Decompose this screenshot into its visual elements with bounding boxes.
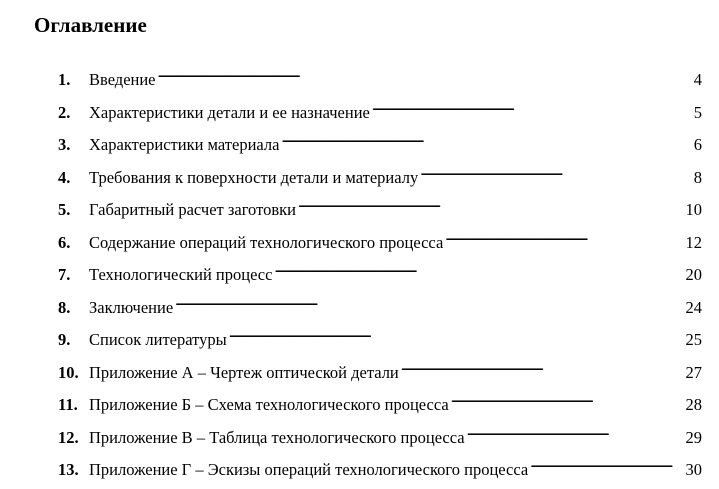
- toc-entry-number: 5.: [58, 200, 71, 219]
- toc-entry: [58, 229, 702, 262]
- toc-entry-page: 27: [685, 362, 702, 382]
- toc-dot-leader: [467, 427, 684, 443]
- toc-dot-leader: [175, 297, 683, 313]
- toc-entry-text: Требования к поверхности детали и материалу: [89, 167, 419, 187]
- toc-entry-page: 29: [685, 427, 702, 447]
- toc-entry-text: Характеристики материала: [89, 135, 280, 154]
- toc-entry: [58, 131, 702, 164]
- toc-entry-page: 4: [693, 70, 702, 89]
- toc-list: [58, 66, 702, 489]
- toc-entry-number: 13.: [58, 460, 79, 479]
- toc-entry-number: 11.: [58, 395, 78, 414]
- toc-entry-number: 2.: [58, 102, 71, 122]
- toc-entry-page: 28: [685, 395, 702, 414]
- toc-entry: [58, 66, 702, 99]
- toc-entry: [58, 294, 702, 327]
- toc-entry-page: 30: [685, 460, 702, 479]
- toc-entry-text: Габаритный расчет заготовки: [89, 200, 296, 219]
- toc-entry-text: Приложение А – Чертеж оптической детали: [89, 362, 399, 382]
- toc-entry-text: Введение: [89, 70, 156, 89]
- toc-dot-leader: [445, 232, 683, 248]
- toc-entry-page: 8: [693, 167, 702, 187]
- toc-dot-leader: [281, 134, 691, 150]
- toc-entry-number: 1.: [58, 70, 71, 89]
- toc-entry-text: Приложение В – Таблица технологического процесса: [89, 427, 465, 447]
- toc-entry-text: Характеристики детали и ее назначение: [89, 102, 370, 122]
- toc-dot-leader: [229, 329, 684, 345]
- toc-entry-number: 12.: [58, 427, 79, 447]
- toc-dot-leader: [158, 69, 692, 85]
- toc-entry-page: 20: [685, 265, 702, 284]
- toc-entry-text: Список литературы: [89, 330, 227, 349]
- toc-dot-leader: [420, 167, 692, 183]
- toc-entry: [58, 326, 702, 359]
- toc-entry-page: 12: [685, 232, 702, 252]
- toc-entry-text: Заключение: [89, 297, 174, 317]
- toc-entry: [58, 456, 702, 489]
- toc-entry: [58, 424, 702, 457]
- toc-entry-text: Технологический процесс: [89, 265, 273, 284]
- toc-dot-leader: [451, 394, 684, 410]
- toc-entry-number: 8.: [58, 297, 71, 317]
- toc-entry: [58, 261, 702, 294]
- toc-dot-leader: [530, 459, 683, 475]
- toc-entry-page: 25: [685, 330, 702, 349]
- toc-entry-number: 6.: [58, 232, 71, 252]
- toc-entry-text: Содержание операций технологического процесса: [89, 232, 444, 252]
- toc-entry-text: Приложение Б – Схема технологического процесса: [89, 395, 449, 414]
- toc-entry: [58, 359, 702, 392]
- toc-entry-page: 24: [685, 297, 702, 317]
- toc-entry-number: 4.: [58, 167, 71, 187]
- toc-entry: [58, 164, 702, 197]
- toc-entry-number: 10.: [58, 362, 79, 382]
- toc-entry: [58, 99, 702, 132]
- toc-entry-number: 9.: [58, 330, 71, 349]
- toc-entry: [58, 391, 702, 424]
- toc-dot-leader: [274, 264, 683, 280]
- toc-title: Оглавление: [34, 13, 147, 37]
- toc-entry-number: 7.: [58, 265, 71, 284]
- toc-entry-number: 3.: [58, 135, 71, 154]
- toc-entry: [58, 196, 702, 229]
- toc-dot-leader: [401, 362, 684, 378]
- toc-entry-page: 6: [693, 135, 702, 154]
- toc-entry-page: 10: [685, 200, 702, 219]
- toc-entry-page: 5: [693, 102, 702, 122]
- toc-dot-leader: [372, 102, 692, 118]
- toc-dot-leader: [298, 199, 684, 215]
- toc-entry-text: Приложение Г – Эскизы операций технологического процесса: [89, 460, 529, 479]
